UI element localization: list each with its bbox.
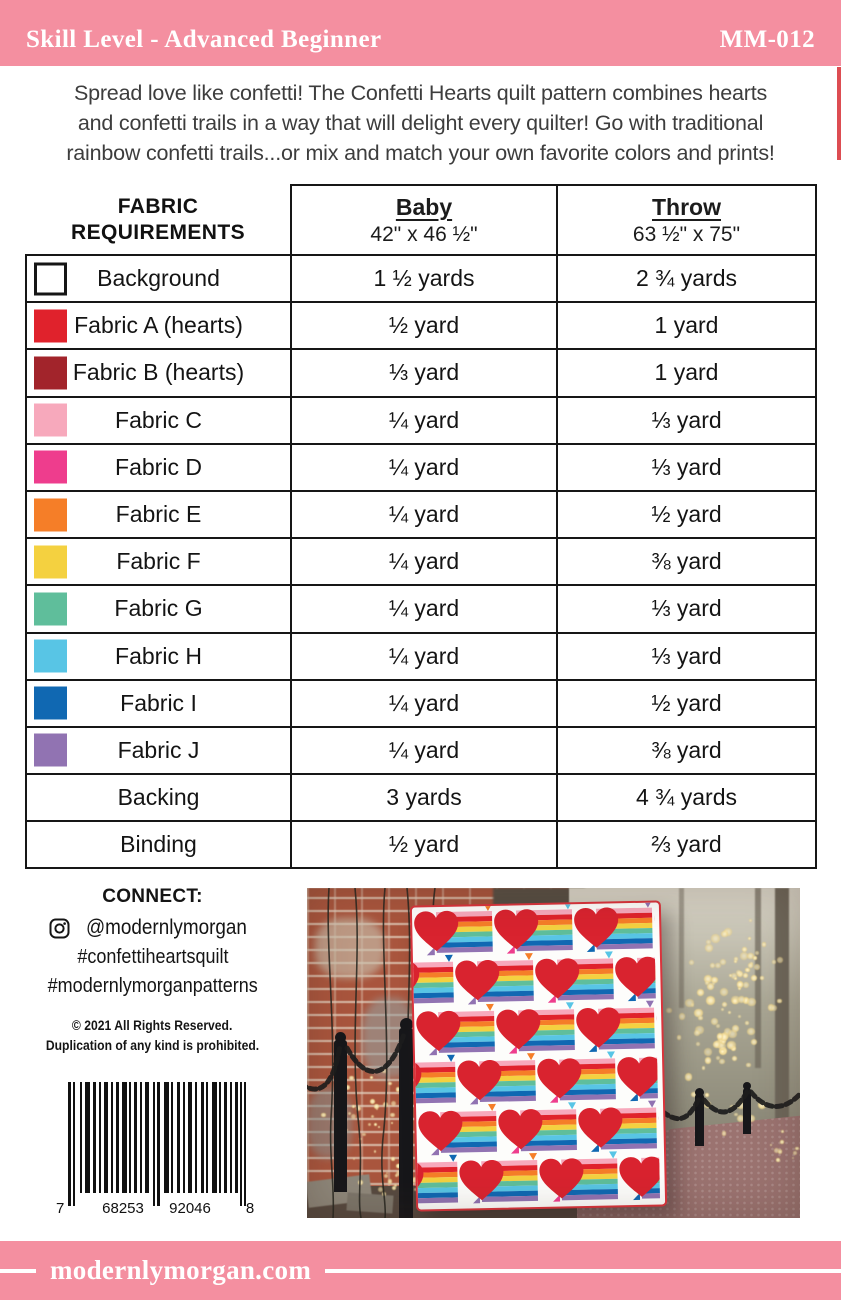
fabric-swatch	[34, 545, 67, 578]
throw-yardage: ½ yard	[557, 680, 816, 727]
fabric-label: Fabric F	[116, 548, 201, 575]
fabric-name-cell	[26, 774, 291, 821]
table-header-row	[26, 185, 816, 255]
table-row	[26, 680, 816, 727]
skill-level-label: Skill Level - Advanced Beginner	[26, 26, 382, 53]
fabric-label: Fabric D	[115, 453, 202, 480]
fabric-swatch	[34, 734, 67, 767]
fabric-name-cell	[26, 255, 291, 302]
fabric-name-cell	[26, 397, 291, 444]
throw-yardage: 1 yard	[557, 349, 816, 396]
table-row	[26, 349, 816, 396]
upc-barcode	[54, 1082, 258, 1216]
fabric-label: Fabric I	[120, 689, 197, 716]
throw-yardage: 2 ¾ yards	[557, 255, 816, 302]
baby-yardage: ¼ yard	[291, 633, 557, 680]
throw-dimensions: 63 ½" x 75"	[632, 222, 741, 246]
throw-yardage: ½ yard	[557, 491, 816, 538]
fabric-swatch	[34, 592, 67, 625]
baby-yardage: ⅓ yard	[291, 349, 557, 396]
throw-label: Throw	[652, 193, 721, 220]
connect-block	[0, 886, 305, 1056]
baby-yardage: ¼ yard	[291, 444, 557, 491]
baby-dimensions: 42" x 46 ½"	[370, 222, 478, 246]
baby-yardage: ¼ yard	[291, 538, 557, 585]
fabric-label: Fabric J	[117, 736, 200, 763]
table-title-cell	[26, 185, 291, 255]
barcode-digits-2: 92046	[169, 1200, 211, 1216]
barcode-digit-right: 8	[245, 1200, 255, 1216]
quilt-pattern	[412, 903, 660, 1205]
baby-yardage: ¼ yard	[291, 585, 557, 632]
fabric-label: Fabric G	[114, 595, 203, 622]
copyright-notice	[0, 1016, 305, 1056]
copyright-line-2: Duplication of any kind is prohibited.	[45, 1038, 260, 1053]
table-row	[26, 538, 816, 585]
throw-column-header	[557, 185, 816, 255]
hashtag-1: #confettiheartsquilt	[76, 946, 229, 968]
table-row	[26, 633, 816, 680]
footer-left-rule	[0, 1269, 36, 1273]
footer-right-rule	[325, 1269, 841, 1273]
fabric-name-cell	[26, 727, 291, 774]
table-title-line1: FABRIC	[117, 194, 199, 218]
fabric-name-cell	[26, 302, 291, 349]
footer-banner	[0, 1241, 841, 1300]
fabric-swatch	[34, 640, 67, 673]
table-row	[26, 821, 816, 868]
fabric-swatch	[34, 498, 67, 531]
fabric-name-cell	[26, 821, 291, 868]
fabric-swatch	[34, 309, 67, 342]
table-row	[26, 444, 816, 491]
fabric-label: Backing	[117, 784, 200, 811]
throw-yardage: 1 yard	[557, 302, 816, 349]
baby-yardage: ¼ yard	[291, 727, 557, 774]
intro-paragraph	[0, 78, 841, 168]
throw-yardage: ⅓ yard	[557, 633, 816, 680]
throw-yardage: ⅜ yard	[557, 538, 816, 585]
baby-yardage: ¼ yard	[291, 680, 557, 727]
baby-column-header	[291, 185, 557, 255]
fabric-label: Binding	[120, 831, 197, 858]
table-row	[26, 774, 816, 821]
instagram-icon	[49, 918, 70, 939]
throw-yardage: ⅜ yard	[557, 727, 816, 774]
fabric-label: Fabric B (hearts)	[72, 359, 245, 386]
barcode-digit-left: 7	[56, 1200, 65, 1216]
page-edge-red-strip	[837, 67, 841, 160]
barcode-digits-1: 68253	[102, 1200, 144, 1216]
fabric-swatch	[34, 404, 67, 437]
fabric-label: Fabric E	[115, 501, 202, 528]
fabric-name-cell	[26, 538, 291, 585]
quilt-photo	[307, 888, 800, 1218]
fabric-swatch	[34, 687, 67, 720]
fabric-swatch	[34, 262, 67, 295]
intro-line-2: and confetti trails in a way that will delight every quilter! Go with traditional	[77, 111, 764, 135]
copyright-line-1: © 2021 All Rights Reserved.	[72, 1018, 233, 1033]
baby-yardage: ½ yard	[291, 821, 557, 868]
fabric-name-cell	[26, 680, 291, 727]
baby-yardage: 1 ½ yards	[291, 255, 557, 302]
fabric-name-cell	[26, 349, 291, 396]
table-row	[26, 491, 816, 538]
fabric-label: Background	[97, 265, 220, 292]
baby-yardage: ¼ yard	[291, 491, 557, 538]
table-row	[26, 397, 816, 444]
table-title-line2: REQUIREMENTS	[71, 220, 245, 244]
fabric-label: Fabric H	[115, 642, 202, 669]
fabric-name-cell	[26, 444, 291, 491]
baby-yardage: 3 yards	[291, 774, 557, 821]
website-url: modernlymorgan.com	[50, 1255, 312, 1285]
fabric-name-cell	[26, 585, 291, 632]
top-banner	[0, 0, 841, 66]
throw-yardage: ⅓ yard	[557, 397, 816, 444]
baby-yardage: ¼ yard	[291, 397, 557, 444]
throw-yardage: 4 ¾ yards	[557, 774, 816, 821]
baby-yardage: ½ yard	[291, 302, 557, 349]
connect-title: CONNECT:	[102, 886, 203, 907]
fabric-swatch	[34, 451, 67, 484]
throw-yardage: ⅓ yard	[557, 585, 816, 632]
table-row	[26, 585, 816, 632]
table-row	[26, 255, 816, 302]
baby-label: Baby	[395, 193, 453, 220]
fabric-swatch	[34, 356, 67, 389]
fabric-name-cell	[26, 633, 291, 680]
instagram-row	[0, 916, 305, 940]
intro-line-3: rainbow confetti trails...or mix and match your own favorite colors and prints!	[66, 141, 775, 165]
pattern-number: MM-012	[719, 26, 815, 53]
hashtag-2: #modernlymorganpatterns	[47, 975, 258, 997]
intro-line-1: Spread love like confetti! The Confetti Hearts quilt pattern combines hearts	[73, 81, 768, 105]
instagram-handle: @modernlymorgan	[85, 916, 247, 939]
fabric-name-cell	[26, 491, 291, 538]
fabric-label: Fabric A (hearts)	[74, 312, 243, 339]
fabric-label: Fabric C	[115, 406, 202, 433]
table-row	[26, 302, 816, 349]
fabric-requirements-table	[25, 184, 817, 869]
throw-yardage: ⅓ yard	[557, 444, 816, 491]
throw-yardage: ⅔ yard	[557, 821, 816, 868]
table-row	[26, 727, 816, 774]
confetti-hearts-quilt	[410, 900, 667, 1211]
